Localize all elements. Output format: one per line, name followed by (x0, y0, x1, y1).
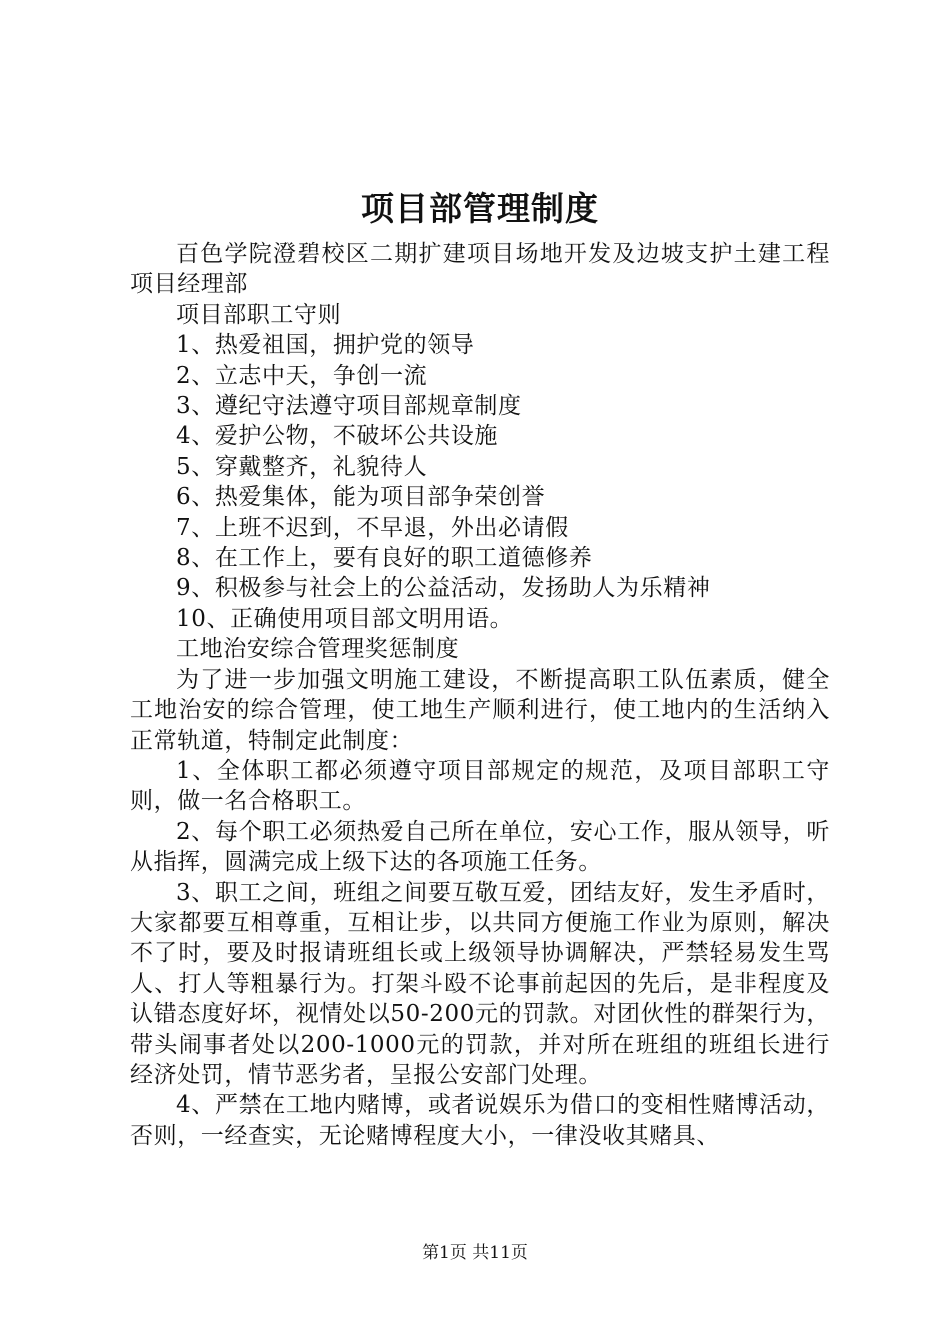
clause-paragraph: 4、严禁在工地内赌博，或者说娱乐为借口的变相性赌博活动，否则，一经查实，无论赌博程度大小，一律没收其赌具、 (130, 1092, 830, 1149)
rule-item: 6、热爱集体，能为项目部争荣创誉 (176, 484, 546, 511)
clause-paragraph: 3、职工之间，班组之间要互敬互爱，团结友好，发生矛盾时，大家都要互相尊重，互相让步，以共同方便施工作业为原则，解决不了时，要及时报请班组长或上级领导协调解决，严禁轻易发生骂人、打人等粗暴行为。打架斗殴不论事前起因的先后，是非程度及认错态度好坏，视情处以50-200元的罚款。对团伙性的群架行为，带头闹事者处以200-1000元的罚款，并对所在班组的班组长进行经济处罚，情节恶劣者，呈报公安部门处理。 (130, 879, 830, 1088)
rule-item: 2、立志中天，争创一流 (176, 362, 428, 389)
rule-item: 9、积极参与社会上的公益活动，发扬助人为乐精神 (176, 575, 711, 602)
rule-item: 8、在工作上，要有良好的职工道德修养 (176, 545, 593, 572)
rule-item: 3、遵纪守法遵守项目部规章制度 (176, 393, 522, 420)
rule-item: 7、上班不迟到，不早退，外出必请假 (176, 514, 569, 541)
section-heading-staff-rules: 项目部职工守则 (176, 301, 342, 328)
document-title: 项目部管理制度 (361, 189, 599, 228)
section-heading-security-rules: 工地治安综合管理奖惩制度 (176, 636, 460, 663)
document-page (130, 183, 830, 1151)
clause-paragraph: 2、每个职工必须热爱自己所在单位，安心工作，服从领导，听从指挥，圆满完成上级下达的各项施工任务。 (130, 818, 830, 876)
org-name-paragraph: 百色学院澄碧校区二期扩建项目场地开发及边坡支护土建工程项目经理部 (130, 241, 830, 298)
page-footer: 第1页 共11页 (422, 1243, 528, 1263)
rule-item: 1、热爱祖国，拥护党的领导 (176, 332, 475, 359)
clause-paragraph: 1、全体职工都必须遵守项目部规定的规范，及项目部职工守则，做一名合格职工。 (130, 757, 830, 815)
document-body (130, 239, 830, 1151)
rule-item: 10、正确使用项目部文明用语。 (176, 605, 514, 632)
intro-paragraph: 为了进一步加强文明施工建设，不断提高职工队伍素质，健全工地治安的综合管理，使工地生产顺利进行，使工地内的生活纳入正常轨道，特制定此制度： (130, 666, 830, 754)
rule-item: 4、爱护公物，不破坏公共设施 (176, 423, 499, 450)
rule-item: 5、穿戴整齐，礼貌待人 (176, 453, 428, 480)
